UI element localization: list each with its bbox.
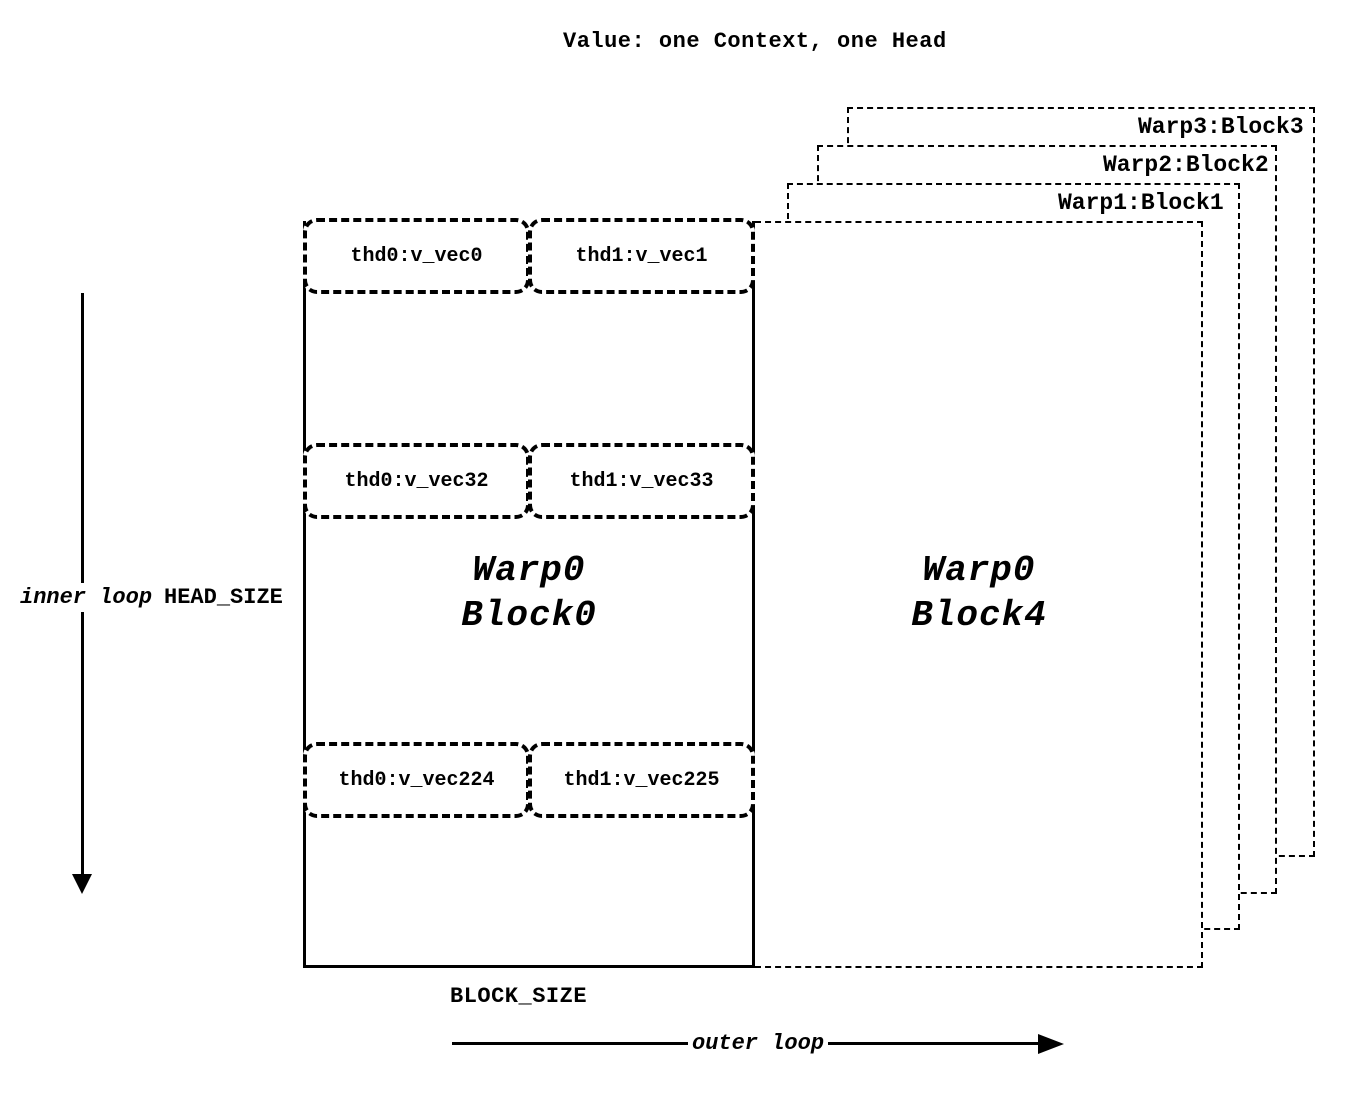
thread-box-v_vec224-label: thd0:v_vec224 [338, 768, 495, 792]
warp2-block2-label: Warp2:Block2 [1103, 152, 1269, 178]
arrowhead-right-icon [1038, 1034, 1064, 1054]
warp0-block4-label-line2: Block4 [911, 595, 1047, 636]
thread-box-v_vec225 [528, 742, 755, 818]
warp0-block0-label-line2: Block0 [461, 595, 597, 636]
warp0-block0-label [303, 548, 755, 638]
arrowhead-down-icon [72, 874, 92, 894]
diagram-title: Value: one Context, one Head [563, 29, 947, 54]
thread-box-v_vec32 [303, 443, 530, 519]
thread-box-v_vec33 [528, 443, 755, 519]
outer-loop-label: outer loop [688, 1031, 828, 1056]
thread-box-v_vec1 [528, 218, 755, 294]
thread-box-v_vec33-label: thd1:v_vec33 [569, 469, 714, 493]
thread-box-v_vec225-label: thd1:v_vec225 [563, 768, 720, 792]
warp1-block1-label: Warp1:Block1 [1058, 190, 1224, 216]
warp0-block4-label [755, 548, 1203, 638]
thread-box-v_vec0-label: thd0:v_vec0 [350, 244, 483, 268]
block-size-label: BLOCK_SIZE [450, 984, 588, 1009]
inner-loop-text: inner loop [20, 585, 153, 610]
thread-box-v_vec0 [303, 218, 530, 294]
warp3-block3-label: Warp3:Block3 [1138, 114, 1304, 140]
thread-box-v_vec32-label: thd0:v_vec32 [344, 469, 489, 493]
head-size-text: HEAD_SIZE [164, 585, 283, 610]
warp0-block4-label-line1: Warp0 [922, 550, 1036, 591]
inner-loop-label [20, 583, 283, 612]
warp0-block0-label-line1: Warp0 [472, 550, 586, 591]
thread-box-v_vec224 [303, 742, 530, 818]
thread-box-v_vec1-label: thd1:v_vec1 [575, 244, 708, 268]
